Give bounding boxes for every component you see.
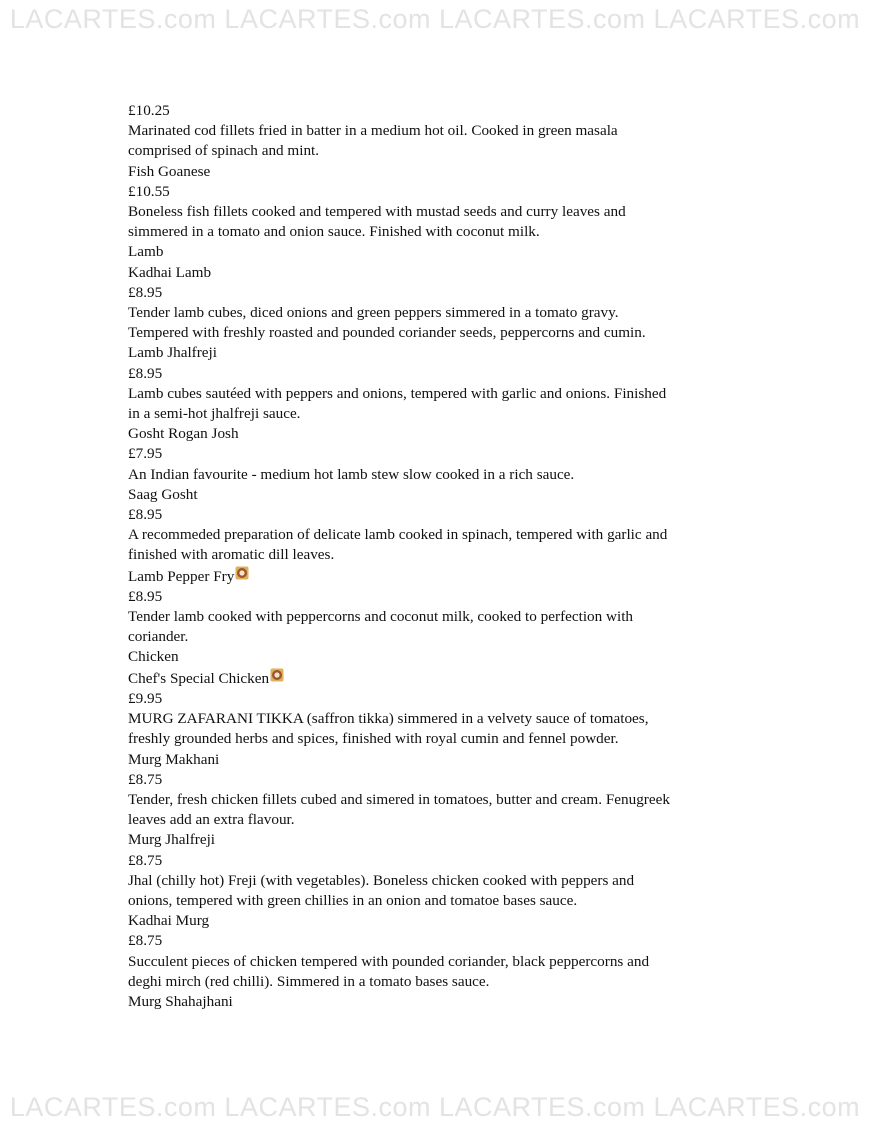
dish-price [128,182,748,202]
dish-name [128,911,748,931]
dish-description-text: finished with aromatic dill leaves. [128,546,335,564]
dish-description [128,972,748,992]
section-heading-text: Chicken [128,648,179,666]
dish-description-text: Tender lamb cubes, diced onions and green peppers simmered in a tomato gravy. [128,304,619,322]
dish-description [128,121,748,141]
dish-description-text: An Indian favourite - medium hot lamb stew slow cooked in a rich sauce. [128,465,575,483]
dish-name-text: Lamb Pepper Fry [128,567,235,585]
new-badge-icon [235,566,249,580]
dish-description [128,323,748,343]
dish-description-text: Tender, fresh chicken fillets cubed and simered in tomatoes, butter and cream. Fenugreek [128,790,670,808]
dish-description [128,404,748,424]
dish-description [128,202,748,222]
dish-description [128,545,748,565]
dish-description-text: leaves add an extra flavour. [128,811,295,829]
dish-description [128,525,748,545]
dish-name [128,750,748,770]
dish-price-text: £9.95 [128,689,163,707]
dish-price-text: £10.25 [128,102,170,119]
dish-price-text: £8.95 [128,283,163,301]
dish-price-text: £8.95 [128,364,163,382]
dish-name-text: Kadhai Lamb [128,263,212,281]
dish-price [128,364,748,384]
dish-price [128,505,748,525]
dish-name-text: Gosht Rogan Josh [128,425,239,443]
dish-name-text: Kadhai Murg [128,912,210,930]
dish-description [128,607,748,627]
dish-description-text: comprised of spinach and mint. [128,142,320,160]
dish-name [128,343,748,363]
dish-description-text: Succulent pieces of chicken tempered with pounded coriander, black peppercorns and [128,952,650,970]
dish-description [128,729,748,749]
dish-price [128,444,748,464]
dish-name-text: Chef's Special Chicken [128,669,270,687]
dish-name [128,566,748,587]
dish-price [128,283,748,303]
dish-description-text: Marinated cod fillets fried in batter in a medium hot oil. Cooked in green masala [128,122,618,140]
dish-description-text: freshly grounded herbs and spices, finished with royal cumin and fennel powder. [128,730,619,748]
dish-description [128,627,748,647]
dish-price-text: £8.75 [128,851,163,869]
dish-description [128,810,748,830]
dish-name [128,424,748,444]
dish-price-text: £8.75 [128,770,163,788]
dish-price-text: £8.75 [128,932,163,950]
dish-price-text: £7.95 [128,445,163,463]
dish-description [128,952,748,972]
dish-name [128,830,748,850]
new-badge-icon [270,668,284,682]
dish-price-text: £10.55 [128,182,170,200]
watermark-bottom: LACARTES.com LACARTES.com LACARTES.com LACARTES.com [9,1092,861,1122]
dish-name [128,263,748,283]
dish-description-text: Tempered with freshly roasted and pounded coriander seeds, peppercorns and cumin. [128,324,646,342]
dish-description-text: onions, tempered with green chillies in an onion and tomatoe bases sauce. [128,891,578,909]
dish-description-text: Lamb cubes sautéed with peppers and onions, tempered with garlic and onions. Finished [128,384,667,402]
dish-description-text: Boneless fish fillets cooked and tempered with mustad seeds and curry leaves and [128,203,626,221]
dish-name-text: Murg Shahajhani [128,992,233,1010]
dish-price-text: £8.95 [128,506,163,524]
dish-description-text: Tender lamb cooked with peppercorns and coconut milk, cooked to perfection with [128,608,634,626]
dish-description [128,384,748,404]
dish-price [128,770,748,790]
dish-price [128,587,748,607]
dish-name-text: Lamb Jhalfreji [128,344,217,362]
dish-price [128,101,748,121]
dish-name [128,162,748,182]
dish-description-text: coriander. [128,628,189,646]
dish-name-text: Murg Jhalfreji [128,831,216,849]
dish-description [128,790,748,810]
dish-description-text: simmered in a tomato and onion sauce. Finished with coconut milk. [128,223,540,241]
dish-price-text: £8.95 [128,587,163,605]
dish-name [128,992,748,1012]
dish-description-text: A recommeded preparation of delicate lamb cooked in spinach, tempered with garlic and [128,526,668,544]
dish-description-text: MURG ZAFARANI TIKKA (saffron tikka) simmered in a velvety sauce of tomatoes, [128,710,649,728]
dish-description-text: Jhal (chilly hot) Freji (with vegetables). Boneless chicken cooked with peppers and [128,871,635,889]
menu-content [128,101,748,1012]
dish-description [128,303,748,323]
dish-price [128,851,748,871]
dish-name-text: Fish Goanese [128,162,211,180]
dish-name-text: Murg Makhani [128,750,220,768]
dish-description [128,141,748,161]
dish-price [128,689,748,709]
dish-price [128,931,748,951]
dish-description [128,871,748,891]
dish-name-text: Saag Gosht [128,485,198,503]
section-heading [128,242,748,262]
dish-description [128,891,748,911]
dish-description [128,709,748,729]
section-heading-text: Lamb [128,243,164,261]
dish-name [128,668,748,689]
dish-description [128,465,748,485]
watermark-top: LACARTES.com LACARTES.com LACARTES.com LACARTES.com [9,4,861,34]
dish-description-text: in a semi-hot jhalfreji sauce. [128,405,301,423]
dish-description-text: deghi mirch (red chilli). Simmered in a tomato bases sauce. [128,972,490,990]
dish-description [128,222,748,242]
dish-name [128,485,748,505]
section-heading [128,647,748,667]
